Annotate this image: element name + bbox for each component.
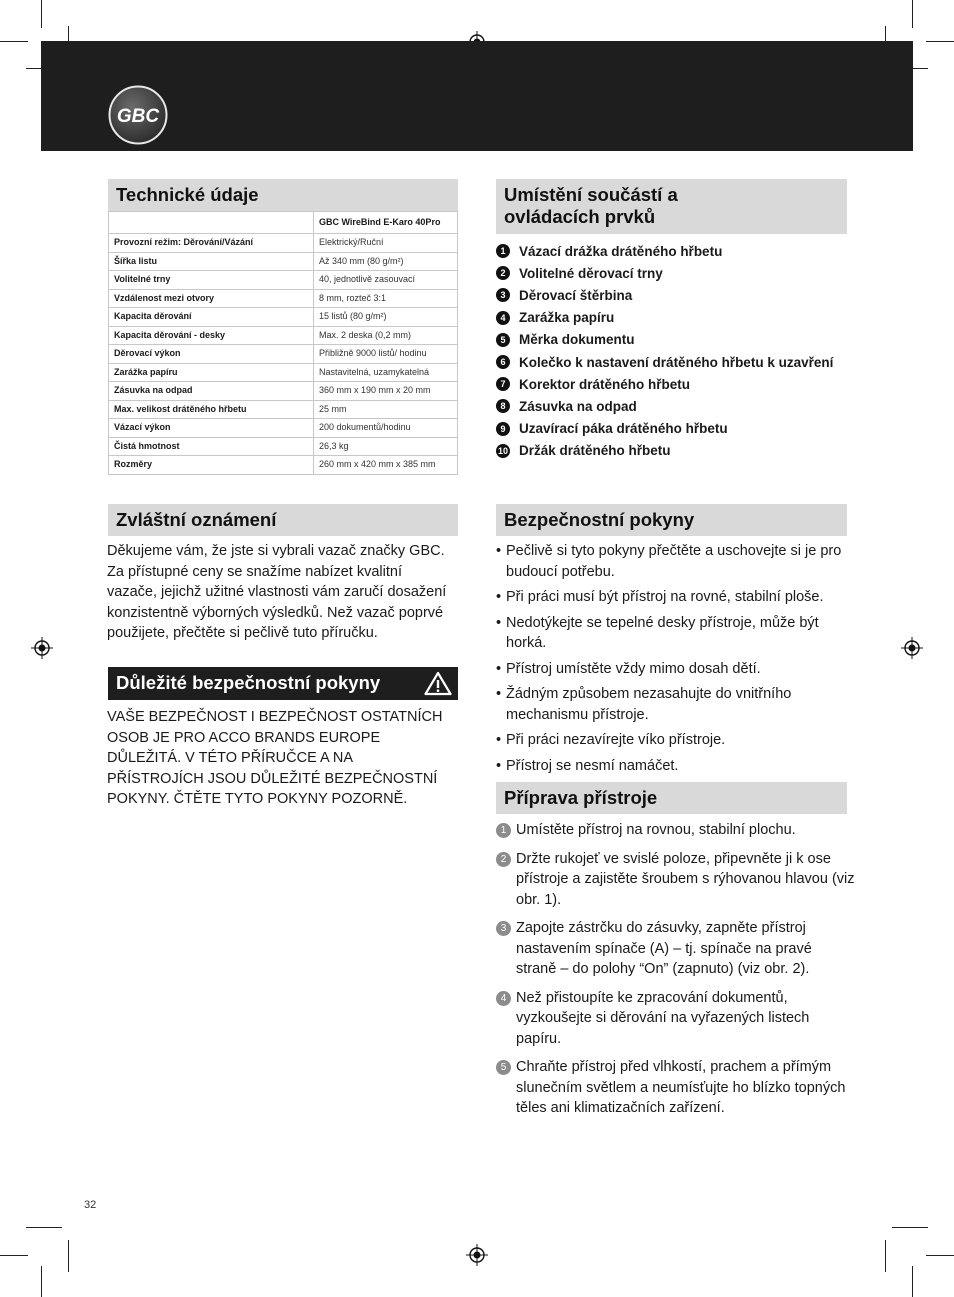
- page-number: 32: [84, 1199, 97, 1211]
- crop-mark: [26, 1227, 62, 1228]
- list-item: [496, 307, 833, 329]
- step-text: Chraňte přístroj před vlhkostí, prachem a přímým slunečním světlem a neumísťujte ho blízko topných těles ani klimatizačních zařízení.: [516, 1059, 846, 1116]
- crop-mark: [926, 1255, 954, 1256]
- spec-value: 8 mm, rozteč 3:1: [314, 289, 458, 308]
- number-badge: 8: [496, 399, 510, 413]
- spec-value: 360 mm x 190 mm x 20 mm: [314, 382, 458, 401]
- list-item: • Při práci nezavírejte víko přístroje.: [496, 730, 856, 751]
- crop-mark: [912, 0, 913, 28]
- spec-value: 26,3 kg: [314, 437, 458, 456]
- spec-key: Kapacita děrování: [109, 308, 314, 327]
- list-item: [496, 262, 833, 284]
- table-row: [109, 382, 458, 401]
- table-row: [109, 289, 458, 308]
- spec-key: Zarážka papíru: [109, 363, 314, 382]
- list-item: • Při práci musí být přístroj na rovné, stabilní ploše.: [496, 587, 856, 608]
- number-badge: 7: [496, 377, 510, 391]
- header-band: [41, 41, 913, 151]
- number-badge: 6: [496, 355, 510, 369]
- safety-heading: Bezpečnostní pokyny: [496, 504, 847, 536]
- crop-mark: [926, 41, 954, 42]
- spec-key: Max. velikost drátěného hřbetu: [109, 400, 314, 419]
- number-badge: 1: [496, 244, 510, 258]
- warning-icon: [424, 671, 452, 696]
- crop-mark: [892, 1227, 928, 1228]
- table-row: [109, 419, 458, 438]
- spec-key: Děrovací výkon: [109, 345, 314, 364]
- step-text: Držte rukojeť ve svislé poloze, připevněte ji k ose přístroje a zajistěte šroubem s rýhovanou hlavou (viz obr. 1).: [516, 850, 855, 908]
- list-item: [496, 240, 833, 262]
- crop-mark: [0, 1255, 28, 1256]
- crop-mark: [0, 41, 28, 42]
- step-text: Umístěte přístroj na rovnou, stabilní plochu.: [516, 822, 796, 838]
- table-row: [109, 252, 458, 271]
- spec-value: Nastavitelná, uzamykatelná: [314, 363, 458, 382]
- gbc-logo: [108, 85, 168, 145]
- table-row: [109, 345, 458, 364]
- part-label: Držák drátěného hřbetu: [519, 443, 671, 459]
- list-item: • Přístroj umístěte vždy mimo dosah dětí.: [496, 659, 856, 680]
- number-badge: 9: [496, 422, 510, 436]
- spec-value: 15 listů (80 g/m²): [314, 308, 458, 327]
- part-label: Volitelné děrovací trny: [519, 265, 663, 281]
- svg-text:GBC: GBC: [116, 106, 160, 127]
- table-row: [109, 400, 458, 419]
- parts-heading: Umístění součástí a ovládacích prvků: [496, 179, 847, 234]
- spec-key: Šířka listu: [109, 252, 314, 271]
- important-safety-text: VAŠE BEZPEČNOST I BEZPEČNOST OSTATNÍCH OSOB JE PRO ACCO BRANDS EUROPE DŮLEŽITÁ. V TÉTO PŘÍRUČCE A NA PŘÍSTROJÍCH JSOU DŮLEŽITÉ BEZPEČNOSTNÍ POKYNY. ČTĚTE TYTO POKYNY POZORNĚ.: [107, 709, 443, 807]
- list-item: [496, 329, 833, 351]
- table-model-header: GBC WireBind E-Karo 40Pro: [314, 212, 458, 234]
- list-item: • Přístroj se nesmí namáčet.: [496, 756, 856, 777]
- notice-heading: Zvláštní oznámení: [108, 504, 458, 536]
- list-item: [496, 351, 833, 373]
- list-item: [496, 395, 833, 417]
- table-header-row: [109, 212, 458, 234]
- table-row: [109, 326, 458, 345]
- list-item: [496, 849, 856, 911]
- prep-heading: Příprava přístroje: [496, 782, 847, 814]
- spec-value: 200 dokumentů/hodinu: [314, 419, 458, 438]
- part-label: Kolečko k nastavení drátěného hřbetu k uzavření: [519, 354, 834, 370]
- table-row: [109, 437, 458, 456]
- list-item: [496, 918, 856, 980]
- notice-text: Děkujeme vám, že jste si vybrali vazač značky GBC. Za přístupné ceny se snažíme nabízet kvalitní vazače, jejichž užitné vlastnosti vám zaručí dosažení konzistentně výborných výsledků. Než vazač poprvé použijete, přečtěte si pečlivě tuto příručku.: [107, 543, 447, 641]
- step-number-badge: 4: [496, 991, 511, 1006]
- step-text: Než přistoupíte ke zpracování dokumentů, vyzkoušejte si děrování na vyřazených listech papíru.: [516, 989, 810, 1047]
- table-row: [109, 271, 458, 290]
- registration-mark-icon: [466, 1244, 488, 1266]
- spec-key: Rozměry: [109, 456, 314, 475]
- number-badge: 4: [496, 311, 510, 325]
- step-number-badge: 3: [496, 921, 511, 936]
- step-number-badge: 2: [496, 852, 511, 867]
- parts-list: [496, 240, 833, 462]
- list-item: [496, 820, 856, 841]
- number-badge: 2: [496, 266, 510, 280]
- table-header-blank: [109, 212, 314, 234]
- list-item: [496, 988, 856, 1050]
- part-label: Zásuvka na odpad: [519, 398, 637, 414]
- spec-key: Volitelné trny: [109, 271, 314, 290]
- list-item: • Pečlivě si tyto pokyny přečtěte a uschovejte si je pro budoucí potřebu.: [496, 541, 856, 582]
- spec-key: Čistá hmotnost: [109, 437, 314, 456]
- crop-mark: [41, 1266, 42, 1297]
- crop-mark: [885, 1240, 886, 1272]
- list-item: [496, 1057, 856, 1119]
- spec-key: Provozní režim: Děrování/Vázání: [109, 234, 314, 253]
- spec-value: 260 mm x 420 mm x 385 mm: [314, 456, 458, 475]
- spec-key: Vzdálenost mezi otvory: [109, 289, 314, 308]
- table-row: [109, 234, 458, 253]
- spec-value: Max. 2 deska (0,2 mm): [314, 326, 458, 345]
- part-label: Vázací drážka drátěného hřbetu: [519, 243, 723, 259]
- spec-value: 40, jednotlivě zasouvací: [314, 271, 458, 290]
- prep-steps: [496, 820, 856, 1127]
- list-item: • Nedotýkejte se tepelné desky přístroje, může být horká.: [496, 613, 856, 654]
- part-label: Uzavírací páka drátěného hřbetu: [519, 421, 728, 437]
- table-row: [109, 308, 458, 327]
- spec-value: Elektrický/Ruční: [314, 234, 458, 253]
- table-row: [109, 456, 458, 475]
- safety-list: [496, 541, 856, 781]
- list-item: [496, 440, 833, 462]
- crop-mark: [41, 0, 42, 28]
- crop-mark: [68, 1240, 69, 1272]
- spec-key: Kapacita děrování - desky: [109, 326, 314, 345]
- important-safety-title: Důležité bezpečnostní pokyny: [116, 672, 381, 693]
- step-number-badge: 5: [496, 1060, 511, 1075]
- number-badge: 3: [496, 288, 510, 302]
- crop-mark: [912, 1266, 913, 1297]
- list-item: • Žádným způsobem nezasahujte do vnitřního mechanismu přístroje.: [496, 684, 856, 725]
- registration-mark-icon: [901, 637, 923, 659]
- part-label: Zarážka papíru: [519, 310, 615, 326]
- spec-key: Vázací výkon: [109, 419, 314, 438]
- step-number-badge: 1: [496, 823, 511, 838]
- tech-specs-heading: Technické údaje: [108, 179, 458, 211]
- spec-key: Zásuvka na odpad: [109, 382, 314, 401]
- step-text: Zapojte zástrčku do zásuvky, zapněte přístroj nastavením spínače (A) – tj. spínače na pravé straně – do polohy “On” (zapnuto) (viz obr. 2).: [516, 920, 812, 977]
- part-label: Děrovací štěrbina: [519, 287, 633, 303]
- list-item: [496, 418, 833, 440]
- spec-value: Až 340 mm (80 g/m²): [314, 252, 458, 271]
- number-badge: 5: [496, 333, 510, 347]
- list-item: [496, 284, 833, 306]
- tech-specs-table: [108, 211, 458, 475]
- part-label: Měrka dokumentu: [519, 332, 635, 348]
- part-label: Korektor drátěného hřbetu: [519, 376, 691, 392]
- important-safety-heading: [108, 667, 458, 700]
- number-badge: 10: [497, 445, 508, 456]
- spec-value: Přibližně 9000 listů/ hodinu: [314, 345, 458, 364]
- list-item: [496, 373, 833, 395]
- table-row: [109, 363, 458, 382]
- spec-value: 25 mm: [314, 400, 458, 419]
- registration-mark-icon: [31, 637, 53, 659]
